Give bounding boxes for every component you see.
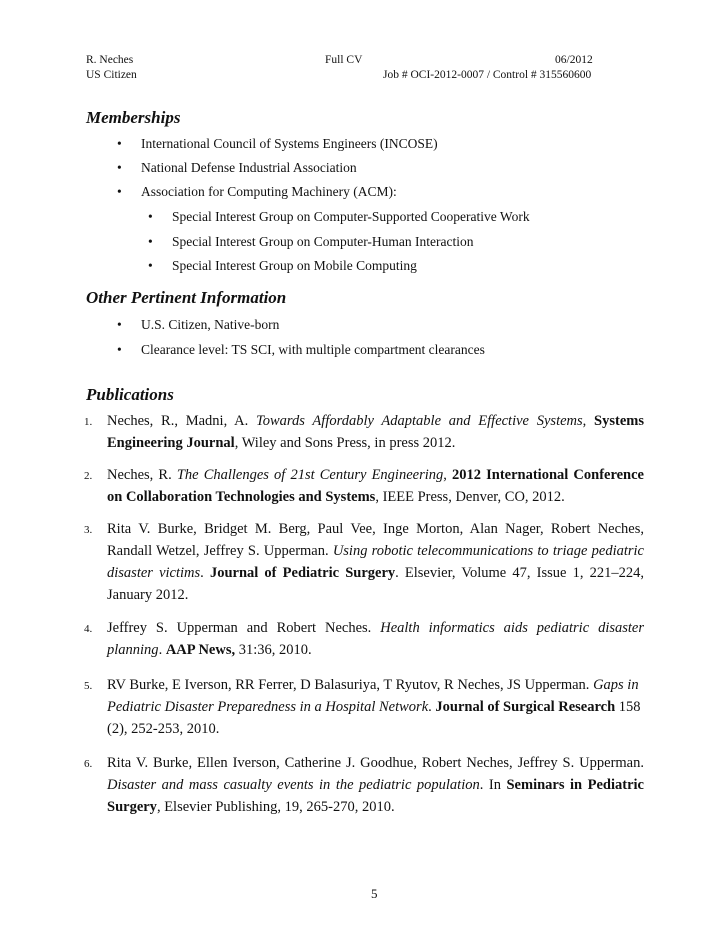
header-name: R. Neches — [86, 54, 134, 66]
publication-item — [84, 464, 644, 508]
publication-citation: Rita V. Burke, Bridget M. Berg, Paul Vee, Inge Morton, Alan Nager, Robert Neches, Randall Wetzel, Jeffrey S. Upperman. Using robotic telecommunications to triage pediatric disaster victims. Journal of Pediatric Surgery. Elsevier, Volume 47, Issue 1, 221–224, January 2012. — [107, 521, 644, 603]
publication-citation: RV Burke, E Iverson, RR Ferrer, D Balasuriya, T Ryutov, R Neches, JS Upperman. Gaps in Pediatric Disaster Preparedness in a Hospital Network. Journal of Surgical Research 158 (2), 252-253, 2010. — [107, 677, 641, 737]
bullet-icon: • — [117, 160, 122, 175]
bullet-icon: • — [117, 136, 122, 151]
publication-number: 6. — [84, 758, 93, 770]
other-info-heading: Other Pertinent Information — [86, 288, 287, 307]
page-number: 5 — [371, 886, 378, 901]
publication-citation: Neches, R., Madni, A. Towards Affordably Adaptable and Effective Systems, Systems Engineering Journal, Wiley and Sons Press, in press 2012. — [107, 413, 644, 451]
bullet-icon: • — [117, 184, 122, 199]
publication-citation: Rita V. Burke, Ellen Iverson, Catherine J. Goodhue, Robert Neches, Jeffrey S. Upperman. Disaster and mass casualty events in the pediatric population. In Seminars in Pediatric Surgery, Elsevier Publishing, 19, 265-270, 2010. — [107, 755, 644, 815]
header-doc-title: Full CV — [325, 54, 363, 66]
publication-number: 5. — [84, 680, 93, 692]
publication-item — [84, 752, 644, 818]
publication-number: 3. — [84, 524, 93, 536]
bullet-icon: • — [148, 258, 153, 273]
bullet-icon: • — [148, 209, 153, 224]
header-job-ref: Job # OCI-2012-0007 / Control # 315560600 — [383, 69, 592, 81]
memberships-heading: Memberships — [86, 108, 181, 127]
publication-number: 2. — [84, 470, 93, 482]
publication-item — [84, 410, 644, 454]
publication-citation: Jeffrey S. Upperman and Robert Neches. Health informatics aids pediatric disaster planning. AAP News, 31:36, 2010. — [107, 620, 644, 658]
header-date: 06/2012 — [555, 54, 593, 66]
publication-citation: Neches, R. The Challenges of 21st Century Engineering, 2012 International Conference on Collaboration Technologies and Systems, IEEE Press, Denver, CO, 2012. — [107, 467, 644, 505]
publication-number: 1. — [84, 416, 93, 428]
bullet-icon: • — [117, 317, 122, 332]
publication-item — [84, 617, 644, 661]
bullet-icon: • — [117, 342, 122, 357]
publications-heading: Publications — [86, 385, 174, 404]
publication-item — [84, 674, 644, 740]
publication-number: 4. — [84, 623, 93, 635]
publication-item — [84, 518, 644, 606]
bullet-icon: • — [148, 234, 153, 249]
header-citizenship: US Citizen — [86, 69, 137, 81]
